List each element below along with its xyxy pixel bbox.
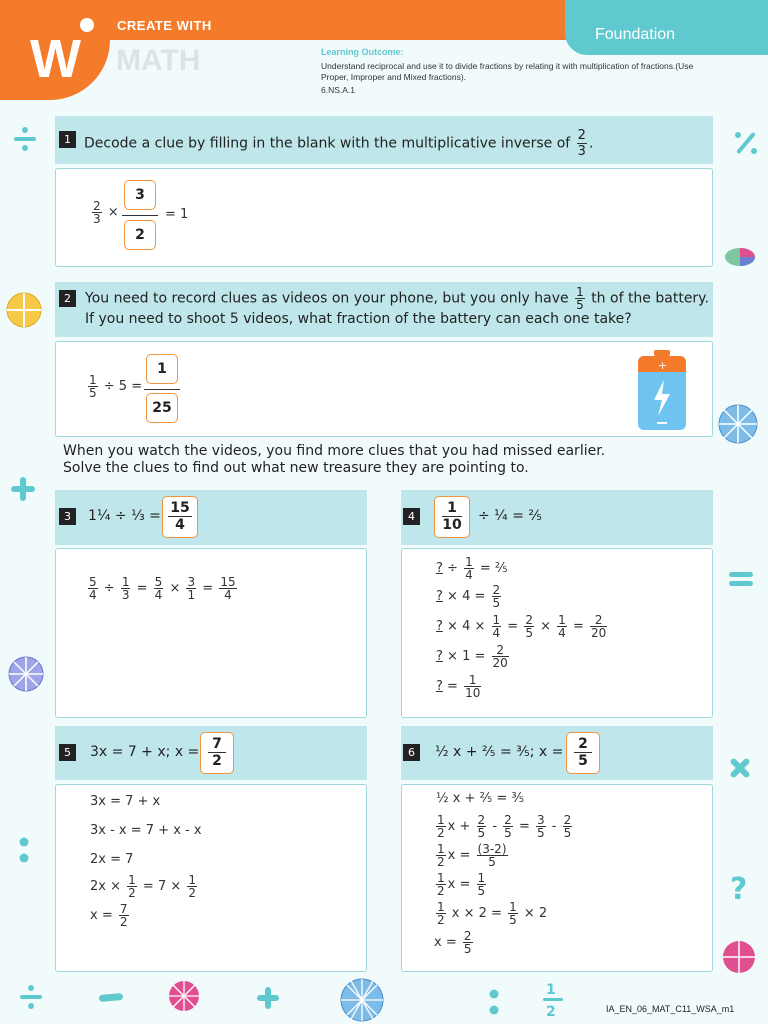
question-5-text: 3x = 7 + x; x =	[90, 744, 200, 760]
q2-fraction-bar	[144, 389, 180, 390]
q6-line-1: ½ x + ⅖ = ⅗	[436, 791, 524, 806]
colon-icon-bottom	[486, 988, 502, 1016]
multiply-icon	[728, 756, 752, 780]
q4-line-5: ? = $\frac{1}{10}$	[436, 673, 481, 700]
purple-segmented-circle-icon	[8, 656, 44, 692]
q4-line-3: ? × 4 × $\frac{1}{4}$ = $\frac{2}{5}$ × $\frac{1}{4}$ = $\frac{2}{20}$	[436, 613, 607, 640]
learning-outcome-title: Learning Outcome:	[321, 47, 404, 57]
q2-work-fraction: $\frac{1}{5}$	[89, 373, 97, 400]
q1-work-fraction: $\frac{2}{3}$	[93, 199, 101, 226]
q5-line-2: 3x - x = 7 + x - x	[90, 823, 202, 838]
equals-icon	[728, 570, 754, 588]
q5-line-5: x = $\frac{7}{2}$	[90, 902, 128, 929]
segmented-circle-icon	[718, 404, 758, 444]
q1-answer-numerator[interactable]: 3	[124, 180, 156, 210]
question-2-number: 2	[59, 290, 76, 307]
question-2-line-2: If you need to shoot 5 videos, what fraction of the battery can each one take?	[85, 311, 632, 327]
q6-line-2: $\frac{1}{2}$ x + $\frac{2}{5}$ - $\frac{2}{5}$ = $\frac{3}{5}$ - $\frac{2}{5}$	[437, 813, 572, 840]
question-2-line-1	[85, 286, 709, 311]
q1-answer-denominator[interactable]: 2	[124, 220, 156, 250]
divide-icon-bottom	[18, 984, 44, 1010]
q4-answer-denominator: 10	[442, 517, 462, 533]
q5-answer-denominator: 2	[212, 753, 222, 769]
q5-answer-numerator: 7	[208, 736, 226, 753]
battery-icon	[636, 348, 688, 432]
q3-answer-denominator: 4	[175, 517, 185, 533]
divide-icon	[12, 126, 38, 152]
question-2-text-b: th of the battery.	[591, 290, 709, 307]
colon-icon	[16, 836, 32, 866]
q1-equals-one: = 1	[165, 207, 189, 222]
plus-icon	[10, 476, 36, 502]
question-3-text: 1¼ ÷ ⅓ =	[88, 508, 161, 524]
worksheet-code: IA_EN_06_MAT_C11_WSA_m1	[606, 1004, 735, 1014]
q5-line-4: 2x × $\frac{1}{2}$ = 7 × $\frac{1}{2}$	[90, 873, 197, 900]
question-6-number: 6	[403, 744, 420, 761]
q2-answer-numerator[interactable]: 1	[146, 354, 178, 384]
worksheet-header	[0, 0, 768, 105]
blue-wheel-icon	[340, 978, 384, 1022]
q4-line-1: ? ÷ $\frac{1}{4}$ = ⅖	[436, 555, 508, 582]
q1-work	[90, 200, 119, 225]
svg-text:+: +	[658, 359, 668, 372]
intro-line-1: When you watch the videos, you find more clues that you had missed earlier.	[63, 443, 606, 459]
q1-fraction-bar	[122, 215, 158, 216]
q2-answer-denominator[interactable]: 25	[146, 393, 178, 423]
brand-large-text: MATH	[116, 44, 201, 77]
q3-work: $\frac{5}{4}$ ÷ $\frac{1}{3}$ = $\frac{5}{4}$ × $\frac{3}{1}$ = $\frac{15}{4}$	[89, 575, 236, 602]
question-1-number: 1	[59, 131, 76, 148]
question-3-number: 3	[59, 508, 76, 525]
q4-answer[interactable]	[434, 496, 470, 538]
q3-answer[interactable]	[162, 496, 198, 538]
q6-line-3: $\frac{1}{2}$ x = $\frac{(3-2)}{5}$	[437, 842, 507, 869]
q1-times: ×	[107, 205, 119, 220]
minus-icon	[98, 993, 124, 1003]
q2-work-rest: ÷ 5 =	[103, 379, 143, 394]
q3-answer-numerator: 15	[168, 500, 192, 517]
q5-line-3: 2x = 7	[90, 852, 134, 867]
question-4-number: 4	[403, 508, 420, 525]
q6-answer-numerator: 2	[574, 736, 592, 753]
q4-answer-numerator: 1	[442, 500, 462, 517]
rocket-icon	[80, 18, 94, 32]
answer-box-3	[55, 548, 367, 718]
q4-line-2: ? × 4 = $\frac{2}{5}$	[436, 583, 501, 610]
question-1-fraction: $\frac{2}{3}$	[577, 128, 586, 159]
q6-answer[interactable]	[566, 732, 600, 774]
q6-line-6: x = $\frac{2}{5}$	[434, 929, 472, 956]
question-mark-icon: ?	[730, 872, 748, 907]
q4-line-4: ? × 1 = $\frac{2}{20}$	[436, 643, 508, 670]
learning-outcome-text: Understand reciprocal and use it to divide fractions by relating it with multiplication of fractions.(Use Proper, Improper and Mixed fractions).	[321, 61, 694, 82]
pink-segmented-circle-icon	[168, 980, 200, 1012]
q2-work	[86, 374, 142, 399]
question-1-prompt: Decode a clue by filling in the blank with the multiplicative inverse of	[84, 135, 571, 152]
level-label: Foundation	[595, 26, 676, 43]
brand-small-text: CREATE WITH	[117, 18, 212, 33]
percent-icon	[733, 130, 759, 156]
q6-line-5: $\frac{1}{2}$ x × 2 = $\frac{1}{5}$ × 2	[437, 900, 548, 927]
svg-text:1: 1	[546, 982, 556, 998]
question-6-text: ½ x + ⅖ = ⅗; x =	[435, 744, 564, 760]
quarters-circle-icon	[6, 292, 42, 328]
q6-line-4: $\frac{1}{2}$ x = $\frac{1}{5}$	[437, 871, 486, 898]
question-5-number: 5	[59, 744, 76, 761]
q5-line-1: 3x = 7 + x	[90, 794, 161, 809]
question-2-text-a: You need to record clues as videos on your phone, but you only have	[85, 290, 569, 307]
question-4-text: ÷ ¼ = ⅖	[478, 508, 542, 524]
logo-w-mark: W	[30, 29, 77, 89]
q6-answer-denominator: 5	[578, 753, 588, 769]
q5-answer[interactable]	[200, 732, 234, 774]
pie-slices-icon	[724, 246, 756, 268]
question-1-text: Decode a clue by filling in the blank with the multiplicative inverse of $\frac{2}{3}$ .	[84, 128, 594, 159]
svg-text:2: 2	[546, 1004, 556, 1018]
plus-icon-bottom	[256, 986, 280, 1010]
half-fraction-icon	[542, 980, 564, 1018]
pink-pie-icon	[722, 940, 756, 974]
standard-code: 6.NS.A.1	[321, 85, 356, 95]
question-2-fraction: $\frac{1}{5}$	[576, 285, 584, 312]
intro-line-2: Solve the clues to find out what new treasure they are pointing to.	[63, 460, 529, 476]
